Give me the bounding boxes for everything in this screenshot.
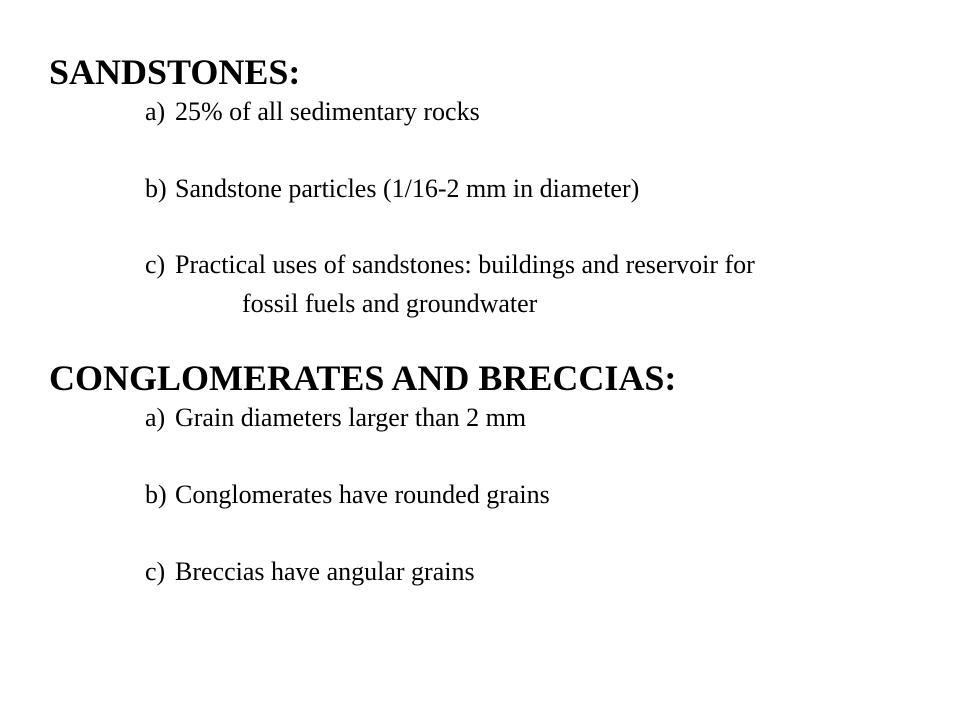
sandstones-item-c-continuation: fossil fuels and groundwater: [242, 289, 538, 318]
item-marker: a): [145, 403, 166, 432]
item-text: Practical uses of sandstones: buildings and reservoir for: [175, 250, 755, 279]
item-text: Breccias have angular grains: [175, 557, 475, 586]
sandstones-item-c: [145, 250, 755, 280]
conglomerates-item-b: [145, 480, 550, 510]
item-text: 25% of all sedimentary rocks: [175, 97, 480, 126]
sandstones-item-b: [145, 174, 639, 204]
item-marker: b): [145, 480, 167, 509]
item-marker: c): [145, 250, 166, 279]
conglomerates-heading: CONGLOMERATES AND BRECCIAS:: [49, 358, 677, 398]
item-marker: a): [145, 97, 166, 126]
conglomerates-item-a: [145, 403, 526, 433]
sandstones-heading: SANDSTONES:: [49, 52, 301, 92]
conglomerates-item-c: [145, 557, 475, 587]
item-marker: b): [145, 174, 167, 203]
item-text: Conglomerates have rounded grains: [175, 480, 550, 509]
sandstones-item-a: [145, 97, 480, 127]
item-text: Grain diameters larger than 2 mm: [175, 403, 527, 432]
item-marker: c): [145, 557, 166, 586]
item-text: Sandstone particles (1/16-2 mm in diameter): [175, 174, 640, 203]
